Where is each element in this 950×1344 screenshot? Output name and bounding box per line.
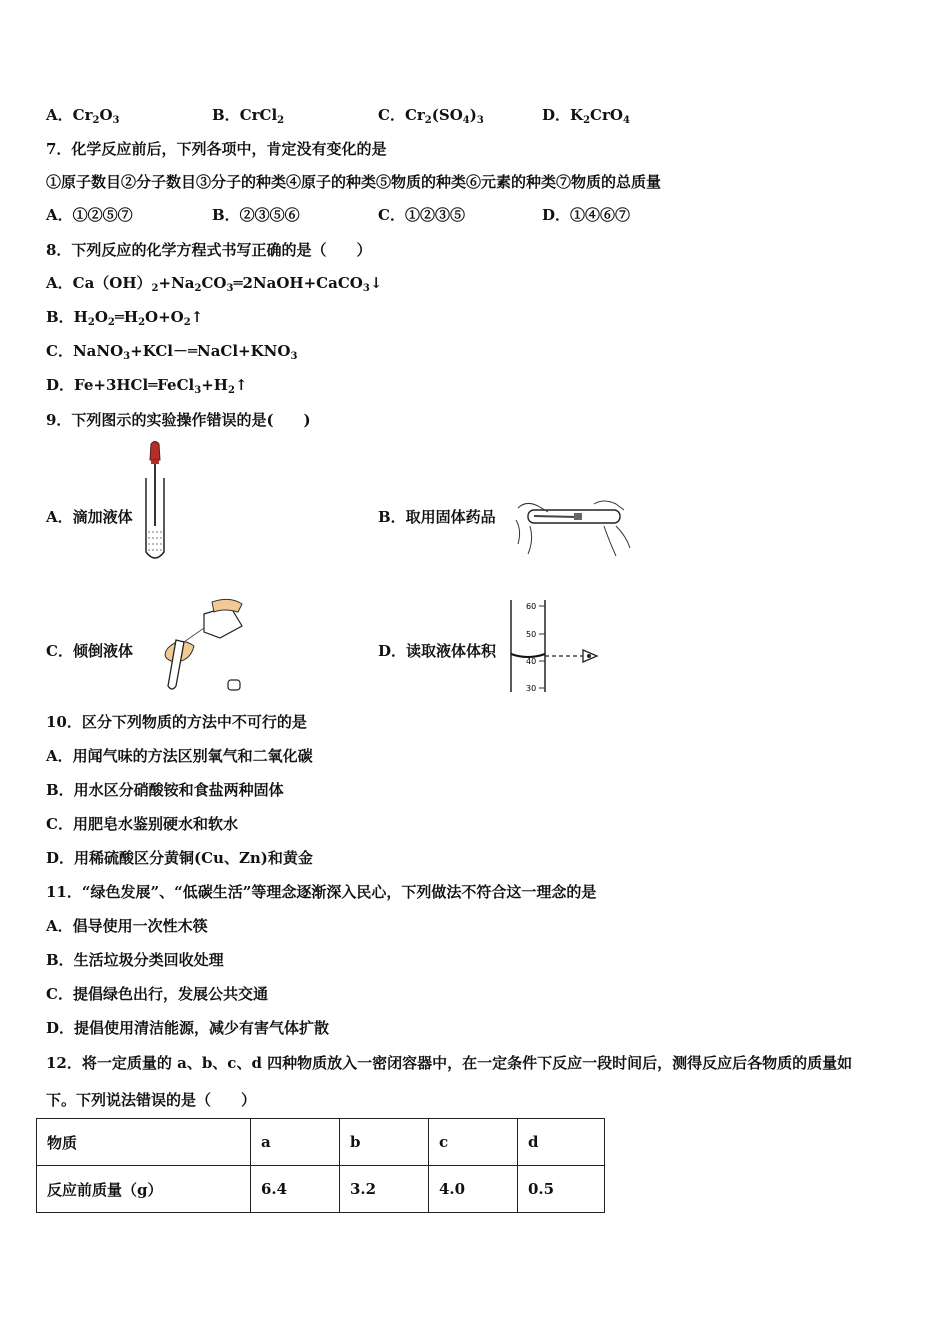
q12-mass-table xyxy=(36,1118,605,1213)
q7-option-d: D．①④⑥⑦ xyxy=(542,206,631,224)
q6-option-d: D．$K_2CrO_4$ xyxy=(542,106,630,126)
pouring-liquid-figure xyxy=(138,596,248,694)
q6-option-a: A．$Cr_2O_3$ xyxy=(46,106,120,126)
table-header-cell: b xyxy=(340,1119,429,1166)
q6-option-c: C．$Cr_2(SO_4)_3$ xyxy=(378,106,484,126)
dropper-into-test-tube-figure xyxy=(138,440,174,564)
q7-items: ①原子数目②分子数目③分子的种类④原子的种类⑤物质的种类⑥元素的种类⑦物质的总质量 xyxy=(46,173,662,191)
cylinder-tick-40: 40 xyxy=(526,657,537,666)
q9-stem: 9．下列图示的实验操作错误的是( ) xyxy=(46,411,311,429)
q10-option-a: A．用闻气味的方法区别氧气和二氧化碳 xyxy=(46,747,313,765)
table-cell: 6.4 xyxy=(251,1166,340,1213)
q11-stem: 11．“绿色发展”、“低碳生活”等理念逐渐深入民心，下列做法不符合这一理念的是 xyxy=(46,883,597,901)
table-header-cell: d xyxy=(518,1119,605,1166)
q8-option-d: D．$Fe+3HCl═FeCl_3+H_2↑$ xyxy=(46,376,248,396)
q6-option-b: B．CrCl$_2$ xyxy=(212,106,285,126)
table-cell: 4.0 xyxy=(429,1166,518,1213)
q12-stem-line1: 12．将一定质量的 a、b、c、d 四种物质放入一密闭容器中，在一定条件下反应一段时间后，测得反应后各物质的质量如 xyxy=(46,1054,853,1072)
q10-option-d: D．用稀硫酸区分黄铜(Cu、Zn)和黄金 xyxy=(46,849,313,867)
q10-option-b: B．用水区分硝酸铵和食盐两种固体 xyxy=(46,781,284,799)
q9-option-d: D．读取液体体积 xyxy=(378,642,497,660)
graduated-cylinder-figure xyxy=(505,598,605,694)
table-row xyxy=(37,1166,605,1213)
table-cell: 0.5 xyxy=(518,1166,605,1213)
cylinder-tick-30: 30 xyxy=(526,684,537,693)
q7-stem: 7．化学反应前后，下列各项中，肯定没有变化的是 xyxy=(46,140,387,158)
cylinder-tick-50: 50 xyxy=(526,630,537,639)
q7-option-b: B．②③⑤⑥ xyxy=(212,206,300,224)
table-cell: 3.2 xyxy=(340,1166,429,1213)
table-cell: 反应前质量（g） xyxy=(37,1166,251,1213)
q7-option-a: A．①②⑤⑦ xyxy=(46,206,133,224)
q12-stem-line2: 下。下列说法错误的是（ ） xyxy=(46,1091,257,1109)
q11-option-a: A．倡导使用一次性木筷 xyxy=(46,917,208,935)
q8-option-b: B．$H_2O_2═H_2O+O_2↑$ xyxy=(46,308,204,328)
q8-option-c: C．$NaNO_3+KCl-═NaCl+KNO_3$ xyxy=(46,342,298,362)
table-header-cell: 物质 xyxy=(37,1119,251,1166)
q9-option-c: C．倾倒液体 xyxy=(46,642,133,660)
q9-option-a: A．滴加液体 xyxy=(46,508,133,526)
q9-option-b: B．取用固体药品 xyxy=(378,508,496,526)
cylinder-tick-60: 60 xyxy=(526,602,537,611)
q11-option-c: C．提倡绿色出行，发展公共交通 xyxy=(46,985,268,1003)
table-header-row xyxy=(37,1119,605,1166)
q11-option-d: D．提倡使用清洁能源，减少有害气体扩散 xyxy=(46,1019,330,1037)
q8-option-a: A．$Ca(OH)_2+Na_2CO_3═2NaOH+CaCO_3↓$ xyxy=(46,274,383,294)
horizontal-test-tube-figure xyxy=(512,496,634,560)
table-header-cell: c xyxy=(429,1119,518,1166)
q7-option-c: C．①②③⑤ xyxy=(378,206,465,224)
q10-option-c: C．用肥皂水鉴别硬水和软水 xyxy=(46,815,238,833)
q8-stem: 8．下列反应的化学方程式书写正确的是（ ） xyxy=(46,241,372,259)
q10-stem: 10．区分下列物质的方法中不可行的是 xyxy=(46,713,307,731)
table-header-cell: a xyxy=(251,1119,340,1166)
q11-option-b: B．生活垃圾分类回收处理 xyxy=(46,951,224,969)
